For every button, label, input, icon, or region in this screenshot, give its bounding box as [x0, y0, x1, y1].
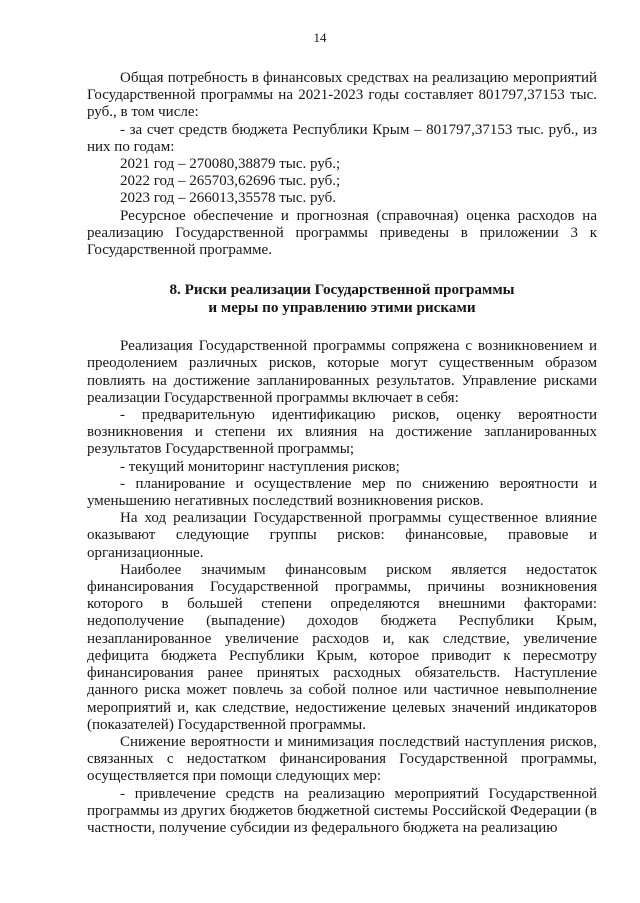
list-item-identification: - предварительную идентификацию рисков, оценку вероятности возникновения и степени их влияния на достижение запланированных результатов Государственной программы; — [87, 407, 597, 458]
paragraph-resource-support: Ресурсное обеспечение и прогнозная (справочная) оценка расходов на реализацию Государственной программы приведены в приложении 3 к Государственной программе. — [87, 207, 597, 259]
year-line-2021: 2021 год – 270080,38879 тыс. руб.; — [120, 156, 341, 173]
section-heading — [87, 281, 597, 317]
paragraph-financial-risk: Наиболее значимым финансовым риском является недостаток финансирования Государственной программы, причины возникновения которого в большей степени определяются внешними факторами: недополучение (выпадение) доходов бюджета Республики Крым, незапланированное увеличение расходов и, как следствие, увеличение дефицита бюджета Республики Крым, которое приводит к пересмотру финансирования ранее принятых расходных обязательств. Наступление данного риска может повлечь за собой полное или частичное невыполнение мероприятий и, как следствие, недостижение целевых значений индикаторов (показателей) Государственной программы. — [87, 561, 597, 733]
list-item-attract-funds: - привлечение средств на реализацию мероприятий Государственной программы из других бюджетов бюджетной системы Российской Федерации (в частности, получение субсидии из федерального бюджета на реализацию — [87, 785, 597, 836]
year-line-2022: 2022 год – 265703,62696 тыс. руб.; — [120, 173, 341, 190]
paragraph-risk-intro: Реализация Государственной программы сопряжена с возникновением и преодолением различных рисков, которые могут существенным образом повлиять на достижение запланированных результатов. Управление рисками реализации Государственной программы включает в себя: — [87, 338, 597, 406]
section-heading-line-1: 8. Риски реализации Государственной программы — [169, 281, 515, 299]
paragraph-risk-mitigation: Снижение вероятности и минимизация последствий наступления рисков, связанных с недостатком финансирования Государственной программы, осуществляется при помощи следующих мер: — [87, 733, 597, 785]
paragraph-funding-need: Общая потребность в финансовых средствах на реализацию мероприятий Государственной программы на 2021-2023 годы составляет 801797,37153 тыс. руб., в том числе: — [87, 70, 597, 121]
paragraph-budget-source: - за счет средств бюджета Республики Крым – 801797,37153 тыс. руб., из них по годам: — [87, 121, 597, 155]
paragraph-risk-groups: На ход реализации Государственной программы существенное влияние оказывают следующие группы рисков: финансовые, правовые и организационные. — [87, 510, 597, 561]
page-number: 14 — [313, 30, 327, 45]
year-line-2023: 2023 год – 266013,35578 тыс. руб. — [120, 190, 337, 207]
list-item-monitoring: - текущий мониторинг наступления рисков; — [120, 458, 400, 475]
list-item-planning: - планирование и осуществление мер по снижению вероятности и уменьшению негативных последствий возникновения рисков. — [87, 475, 597, 510]
document-body — [87, 70, 597, 837]
section-heading-line-2: и меры по управлению этими рисками — [208, 299, 476, 317]
